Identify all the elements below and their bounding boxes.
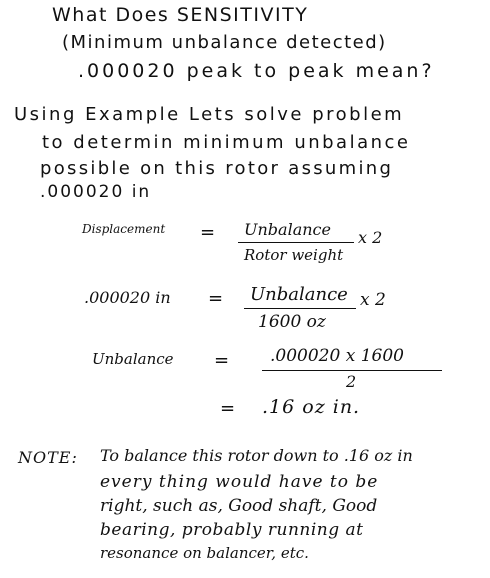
eq1-equals: = [200,222,216,243]
eq2-fraction-bar [244,308,356,309]
eq3-numerator: .000020 x 1600 [270,346,404,366]
eq3-fraction-bar [262,370,442,371]
note-line-3: right, such as, Good shaft, Good [100,496,378,516]
note-line-1: To balance this rotor down to .16 oz in [100,446,413,465]
eq2-denominator: 1600 oz [258,312,326,332]
heading-line-3: .000020 peak to peak mean? [78,60,435,82]
eq2-numerator: Unbalance [250,284,348,305]
eq4-equals: = [220,398,236,419]
intro-line-1: Using Example Lets solve problem [14,104,405,125]
intro-line-4: .000020 in [40,182,152,202]
note-line-2: every thing would have to be [100,472,379,492]
note-line-5: resonance on balancer, etc. [100,544,309,562]
intro-line-2: to determin minimum unbalance [42,132,411,153]
eq1-numerator: Unbalance [244,220,331,239]
eq2-multiplier: x 2 [360,290,386,310]
eq1-lhs: Displacement [82,222,166,236]
intro-line-3: possible on this rotor assuming [40,158,394,179]
note-line-4: bearing, probably running at [100,520,364,540]
eq3-equals: = [214,350,230,371]
eq2-lhs: .000020 in [84,288,171,307]
heading-line-1: What Does SENSITIVITY [52,4,309,26]
eq4-result: .16 oz in. [262,396,361,418]
heading-line-2: (Minimum unbalance detected) [62,32,387,53]
eq1-fraction-bar [238,242,354,243]
eq3-lhs: Unbalance [92,350,174,368]
eq1-denominator: Rotor weight [244,246,344,264]
eq1-multiplier: x 2 [358,228,383,247]
eq3-denominator: 2 [346,372,357,391]
note-label: NOTE: [18,448,78,467]
eq2-equals: = [208,288,224,309]
